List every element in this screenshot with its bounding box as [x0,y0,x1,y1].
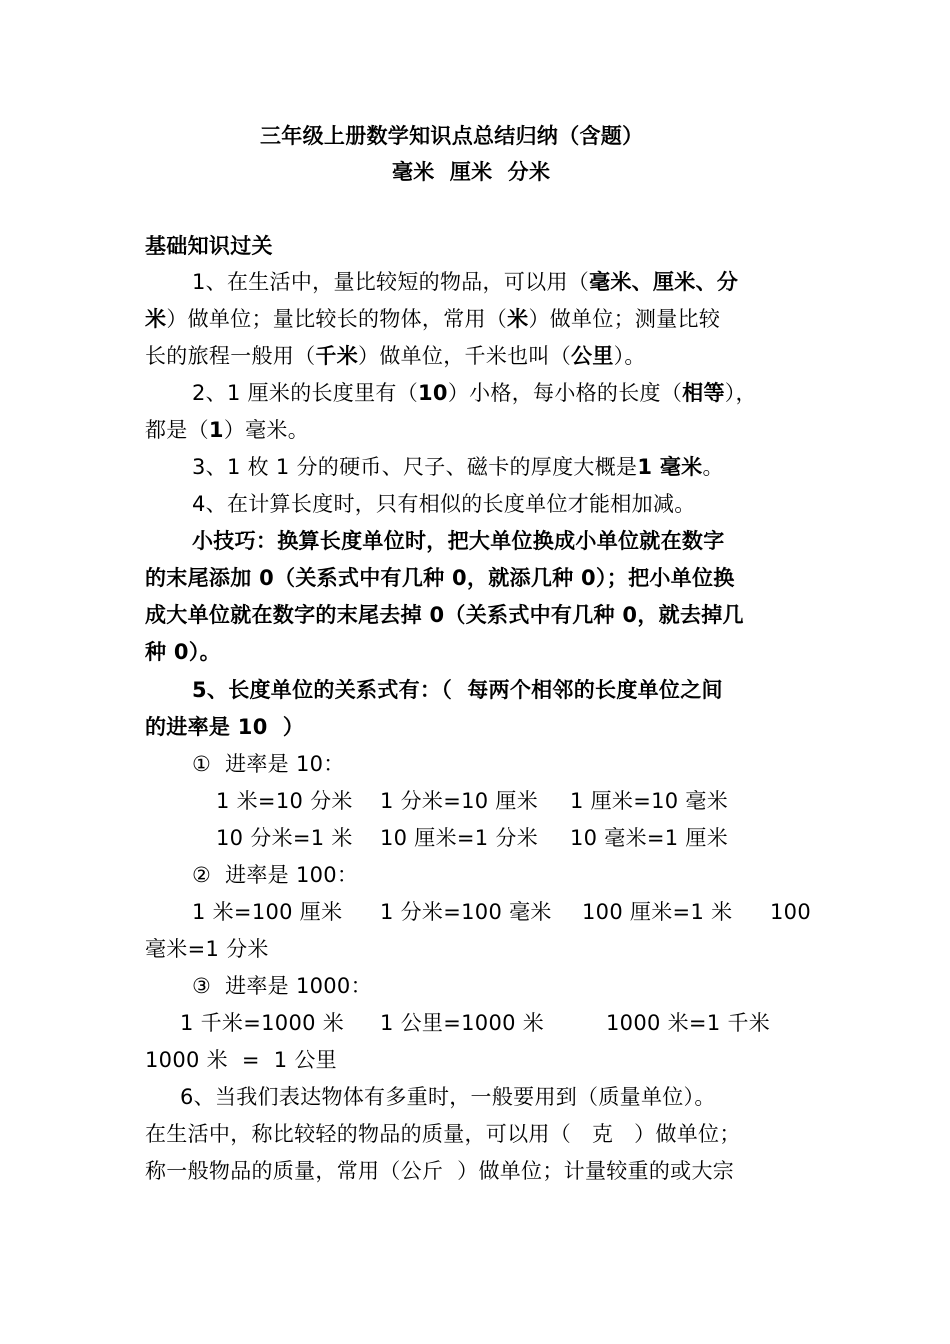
rate-1000-c2: 1 公里=1000 米 [380,1011,545,1035]
rate-10-r1c2: 1 分米=10 厘米 [380,789,539,813]
document-title: 三年级上册数学知识点总结归纳（含题） [260,124,644,148]
answer: 相等 [682,381,725,405]
rate-100-label: ② 进率是 100： [192,863,359,887]
text: 3、1 枚 1 分的硬币、尺子、磁卡的厚度大概是 [192,455,638,479]
text: 2、1 厘米的长度里有（ [192,381,418,405]
text: ）， [724,381,757,405]
rate-10-r1c1: 1 米=10 分米 [216,789,353,813]
item-6-line-2: 在生活中，称比较轻的物品的质量，可以用（ 克 ）做单位； [145,1122,741,1146]
item-5-line-1: 5、长度单位的关系式有：（ 每两个相邻的长度单位之间 [192,678,723,702]
item-6-line-1: 6、当我们表达物体有多重时，一般要用到（质量单位）。 [180,1085,716,1109]
text: 都是（ [145,418,209,442]
text: ）做单位，千米也叫（ [358,344,572,368]
text: 。 [702,455,724,479]
rate-100-c2: 1 分米=100 毫米 [380,900,552,924]
answer: 千米 [315,344,359,368]
rate-1000-c3: 1000 米=1 千米 [606,1011,771,1035]
text: ）做单位；测量比较 [528,307,721,331]
section-heading: 基础知识过关 [145,234,273,258]
rate-10-r2c1: 10 分米=1 米 [216,826,353,850]
item-1-line-3 [145,342,646,370]
rate-100-wrap: 毫米=1 分米 [145,937,269,961]
text: ）。 [613,344,646,368]
rate-100-c4: 100 [770,900,811,924]
rate-10-r2c2: 10 厘米=1 分米 [380,826,539,850]
answer: 10 [418,381,448,405]
document-subtitle: 毫米 厘米 分米 [392,160,551,184]
item-1-line-1 [192,268,738,296]
tip-line-2: 的末尾添加 0（关系式中有几种 0，就添几种 0）；把小单位换 [145,566,735,590]
rate-10-r1c3: 1 厘米=10 毫米 [570,789,729,813]
item-3 [192,453,724,481]
text: ）小格，每小格的长度（ [447,381,683,405]
text: 1、在生活中，量比较短的物品，可以用（ [192,270,590,294]
rate-100-c1: 1 米=100 厘米 [192,900,343,924]
rate-10-r2c3: 10 毫米=1 厘米 [570,826,729,850]
rate-1000-wrap: 1000 米 = 1 公里 [145,1048,337,1072]
answer: 1 [208,418,224,442]
text: ）做单位；量比较长的物体，常用（ [166,307,508,331]
answer: 米 [507,307,529,331]
answer: 公里 [571,344,614,368]
item-5-line-2: 的进率是 10 ） [145,715,305,739]
rate-100-c3: 100 厘米=1 米 [582,900,733,924]
item-6-line-3: 称一般物品的质量，常用（公斤 ）做单位；计量较重的或大宗 [145,1159,735,1183]
tip-line-4: 种 0）。 [145,640,221,664]
item-4: 4、在计算长度时，只有相似的长度单位才能相加减。 [192,492,696,516]
item-2-line-2 [145,416,309,444]
rate-1000-label: ③ 进率是 1000： [192,974,372,998]
answer: 1 毫米 [637,455,703,479]
item-1-line-2 [145,305,720,333]
text: 长的旅程一般用（ [145,344,316,368]
item-2-line-1 [192,379,757,407]
answer: 米 [145,307,167,331]
tip-line-3: 成大单位就在数字的末尾去掉 0（关系式中有几种 0，就去掉几 [145,603,744,627]
answer: 毫米、厘米、分 [589,270,739,294]
rate-10-label: ① 进率是 10： [192,752,345,776]
rate-1000-c1: 1 千米=1000 米 [180,1011,345,1035]
tip-line-1: 小技巧：换算长度单位时，把大单位换成小单位就在数字 [192,529,725,553]
text: ）毫米。 [223,418,310,442]
